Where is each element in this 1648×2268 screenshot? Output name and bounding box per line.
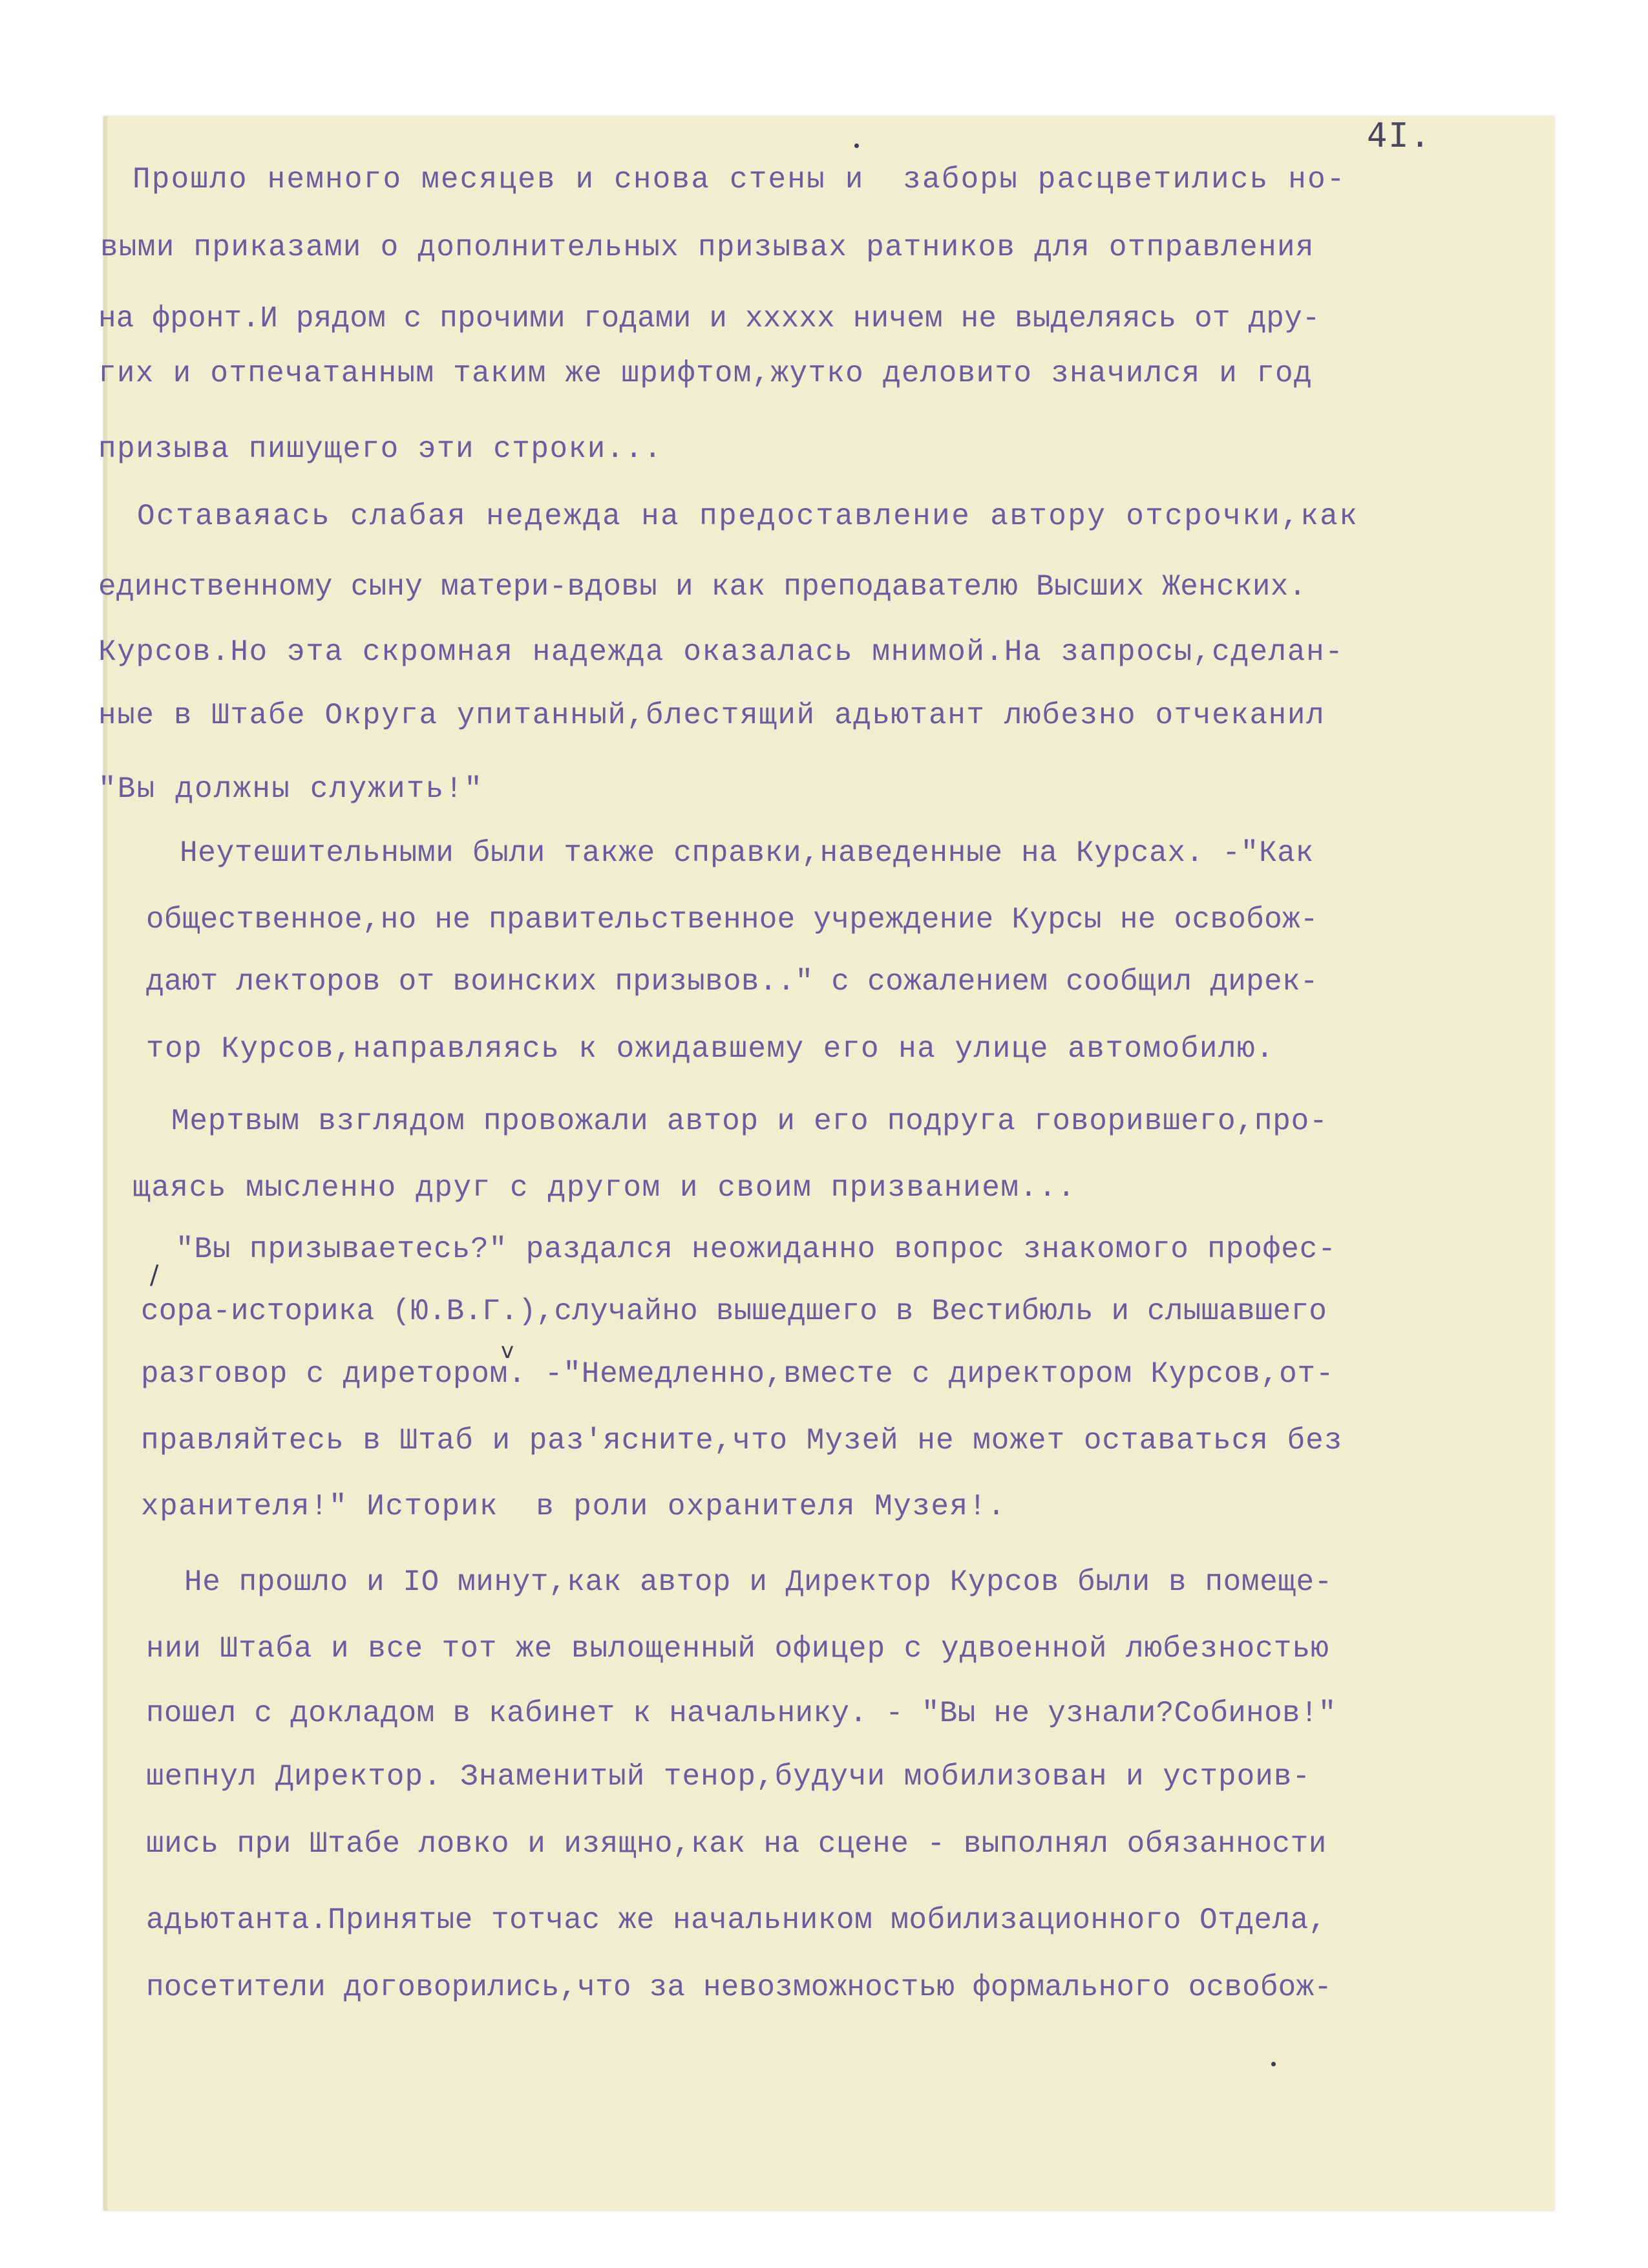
- text-line: шепнул Директор. Знаменитый тенор,будучи мобилизован и устроив-: [146, 1760, 1311, 1794]
- text-line: гих и отпечатанным таким же шрифтом,жутко деловито значился и год: [98, 357, 1313, 390]
- text-line: посетители договорились,что за невозможностью формального освобож-: [146, 1971, 1333, 2004]
- text-line: Оставаяась слабая недежда на предоставление автору отсрочки,как: [137, 500, 1359, 533]
- ink-dot-top: [854, 143, 859, 148]
- text-line: "Вы призываетесь?" раздался неожиданно вопрос знакомого профес-: [176, 1233, 1336, 1266]
- text-line: Прошло немного месяцев и снова стены и заборы расцветились но-: [132, 163, 1346, 196]
- text-line: щаясь мысленно друг с другом и своим призванием...: [132, 1171, 1077, 1205]
- ink-dot-bottom: [1271, 2062, 1276, 2066]
- text-line: адьютанта.Принятые тотчас же начальником мобилизационного Отдела,: [146, 1903, 1327, 1937]
- text-line: дают лекторов от воинских призывов.." с сожалением сообщил дирек-: [146, 965, 1318, 999]
- text-line: пошел с докладом в кабинет к начальнику. - "Вы не узнали?Собинов!": [146, 1697, 1336, 1730]
- text-line: призыва пишущего эти строки...: [98, 432, 663, 466]
- text-line: правляйтесь в Штаб и раз'ясните,что Музей не может оставаться без: [141, 1424, 1343, 1457]
- margin-tick-mark: /: [150, 1260, 159, 1290]
- text-line: хранителя!" Историк в роли охранителя Музея!.: [141, 1490, 1006, 1523]
- text-line: общественное,но не правительственное учреждение Курсы не освобож-: [146, 903, 1318, 937]
- paper-edge: [103, 116, 107, 2210]
- text-line: разговор с диретором. -"Немедленно,вместе с директором Курсов,от-: [141, 1357, 1335, 1391]
- page-number: 4I.: [1367, 116, 1431, 155]
- text-line: на фронт.И рядом с прочими годами и xxxxx ничем не выделяясь от дру-: [98, 302, 1320, 335]
- text-line: выми приказами о дополнительных призывах ратников для отправления: [100, 231, 1315, 264]
- text-line: Не прошло и IO минут,как автор и Директор Курсов были в помеще-: [184, 1565, 1333, 1599]
- text-line: "Вы должны служить!": [98, 772, 484, 806]
- text-line: Мертвым взглядом провожали автор и его подруга говорившего,про-: [171, 1105, 1328, 1138]
- text-line: Курсов.Но эта скромная надежда оказалась мнимой.На запросы,сделан-: [98, 635, 1344, 669]
- text-line: шись при Штабе ловко и изящно,как на сцене - выполнял обязанности: [146, 1827, 1327, 1861]
- text-line: тор Курсов,направляясь к ожидавшему его на улице автомобилю.: [146, 1032, 1275, 1066]
- insertion-caret-mark: v: [501, 1338, 514, 1364]
- text-line: ные в Штабе Округа упитанный,блестящий адьютант любезно отчеканил: [98, 699, 1326, 732]
- typewritten-page: [103, 116, 1554, 2210]
- text-line: единственному сыну матери-вдовы и как преподавателю Высших Женских.: [98, 570, 1307, 604]
- text-line: Неутешительными были также справки,наведенные на Курсах. -"Как: [180, 836, 1314, 870]
- text-line: сора-историка (Ю.В.Г.),случайно вышедшего в Вестибюль и слышавшего: [141, 1295, 1327, 1328]
- text-line: нии Штаба и все тот же вылощенный офицер с удвоенной любезностью: [146, 1632, 1329, 1666]
